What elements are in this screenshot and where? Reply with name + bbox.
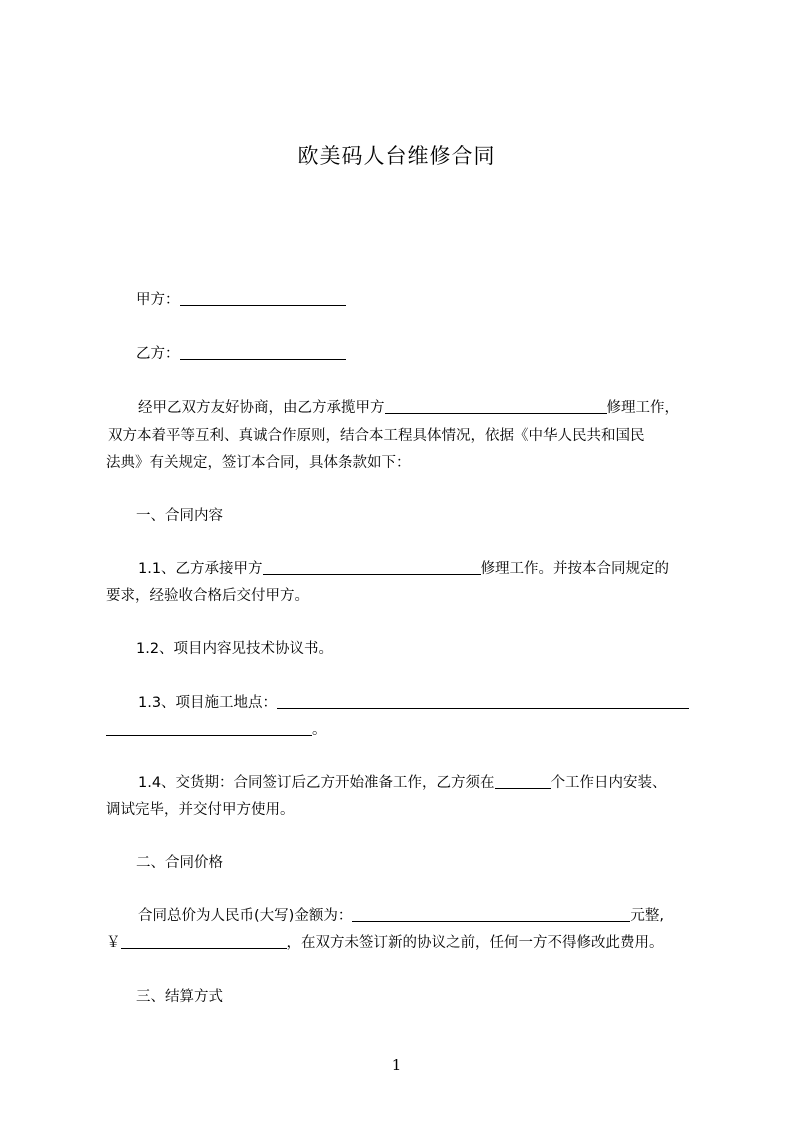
clause-1-3-line-2: [106, 720, 716, 740]
party-b-blank: [180, 345, 346, 360]
price-yuan-sign: ￥: [106, 935, 121, 951]
price-text-a: 合同总价为人民币(大写)金额为：: [138, 908, 353, 924]
clause-1-3-text-a: 1.3、项目施工地点：: [138, 695, 278, 711]
price-text-d: ，在双方未签订新的协议之前，任何一方不得修改此费用。: [286, 935, 664, 951]
page-number: 1: [391, 1056, 402, 1074]
price-blank-words: [352, 907, 630, 922]
clause-1-4-text-b: 个工作日内安装、: [550, 775, 667, 791]
price-blank-number: [121, 934, 287, 949]
price-line-2: [106, 933, 716, 953]
intro-text-1a: 经甲乙双方友好协商，由乙方承揽甲方: [138, 400, 385, 416]
party-a-line: [136, 290, 746, 310]
clause-1-4-blank: [495, 774, 551, 789]
party-b-label: 乙方：: [136, 346, 180, 362]
party-b-line: [136, 344, 746, 364]
clause-1-3-end: 。: [312, 722, 327, 738]
clause-1-4-text-a: 1.4、交货期：合同签订后乙方开始准备工作，乙方须在: [138, 775, 495, 791]
clause-1-1-text-b: 修理工作。并按本合同规定的: [480, 561, 670, 577]
party-a-blank: [180, 291, 346, 306]
intro-text-1b: 修理工作，: [606, 400, 679, 416]
price-text-b: 元整,: [630, 908, 664, 924]
intro-line-1: [138, 398, 748, 418]
clause-1-1-blank: [263, 560, 481, 575]
price-line-1: [138, 906, 748, 926]
party-a-label: 甲方：: [136, 292, 180, 308]
section2-heading: 二、合同价格: [136, 855, 223, 871]
clause-1-1-line-1: [138, 559, 748, 579]
clause-1-2: 1.2、项目内容见技术协议书。: [136, 641, 334, 657]
clause-1-3-blank-1: [277, 694, 689, 709]
clause-1-1-text-a: 1.1、乙方承接甲方: [138, 561, 263, 577]
clause-1-1-line-2: 要求，经验收合格后交付甲方。: [106, 588, 309, 604]
intro-blank: [385, 399, 607, 414]
clause-1-4-line-1: [138, 773, 748, 793]
document-title: 欧美码人台维修合同: [297, 144, 496, 168]
clause-1-3-line-1: [138, 693, 748, 713]
section1-heading: 一、合同内容: [136, 508, 223, 524]
clause-1-4-line-2: 调试完毕，并交付甲方使用。: [106, 802, 295, 818]
clause-1-3-blank-2: [106, 721, 312, 736]
intro-line-3: 法典》有关规定，签订本合同，具体条款如下：: [106, 455, 411, 471]
intro-line-2: 双方本着平等互利、真诚合作原则，结合本工程具体情况，依据《中华人民共和国民: [108, 428, 645, 444]
section3-heading: 三、结算方式: [136, 989, 223, 1005]
